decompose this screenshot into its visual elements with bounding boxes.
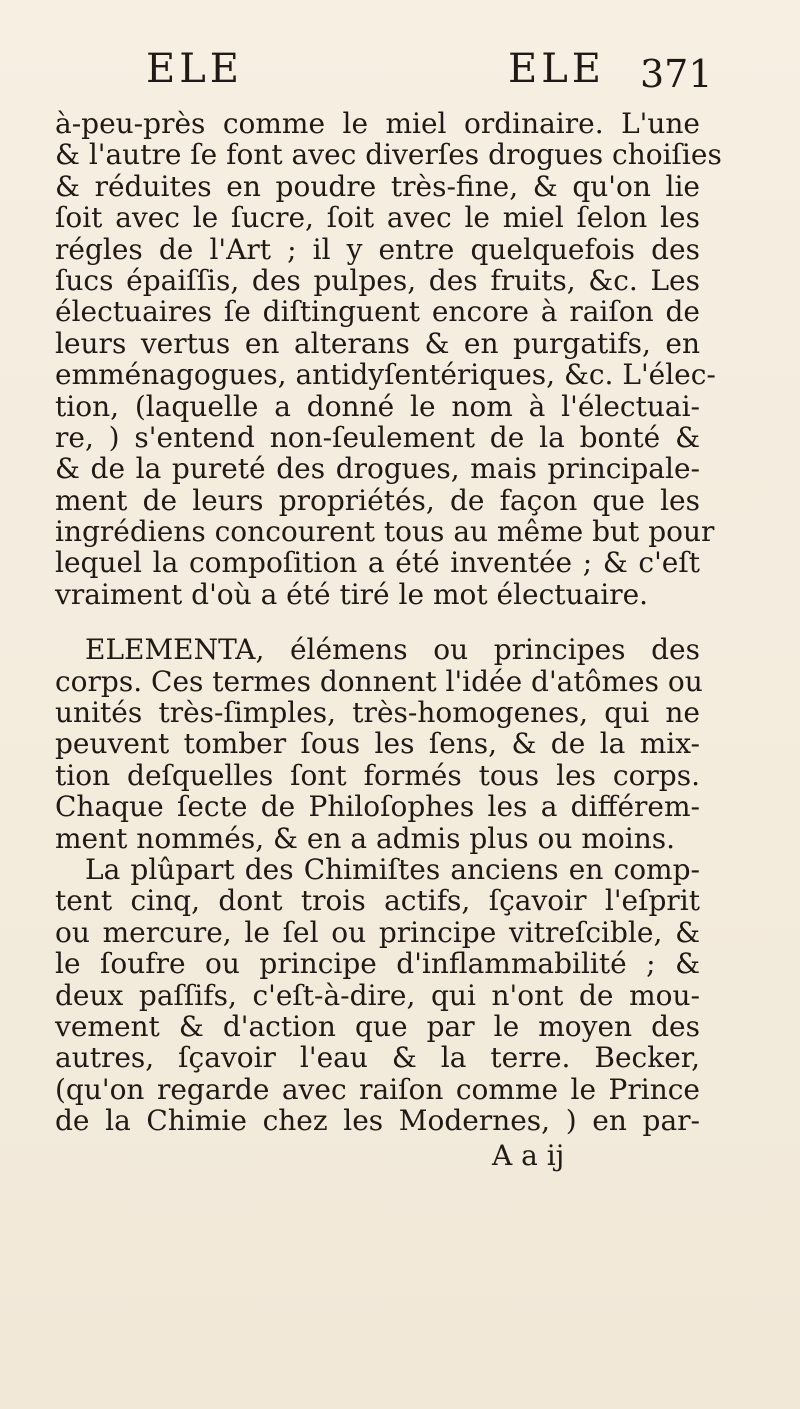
paragraph — [55, 107, 722, 611]
paragraph — [55, 633, 703, 855]
text-line: & l'autre ſe font avec diverſes drogues choiſies — [55, 138, 722, 172]
text-line: corps. Ces termes donnent l'idée d'atômes ou — [55, 664, 703, 698]
text-line: re, ) s'entend non-ſeulement de la bonté & — [55, 420, 700, 454]
text-line: Chaque ſecte de Philoſophes les a différem- — [55, 790, 700, 824]
text-line: lequel la compoſition a été inventée ; & c'eſt — [55, 546, 700, 580]
text-line: leurs vertus en alterans & en purgatifs, en — [55, 326, 700, 360]
text-line: emménagogues, antidyſentériques, &c. L'élec- — [55, 358, 716, 392]
paragraph-gap — [55, 610, 700, 634]
text-line: de la Chimie chez les Modernes, ) en par- — [55, 1104, 700, 1138]
text-line: ment nommés, & en a admis plus ou moins. — [55, 821, 675, 855]
text-line: ment de leurs propriétés, de façon que les — [55, 483, 700, 517]
text-line: & de la pureté des drogues, mais principale- — [55, 452, 700, 486]
text-line: ſucs épaiſſis, des pulpes, des fruits, &c. Les — [55, 263, 700, 297]
running-head-left: ELE — [146, 46, 243, 92]
text-line: La plûpart des Chimiſtes anciens en comp- — [85, 852, 700, 886]
text-line: tent cinq, dont trois actifs, ſçavoir l'eſprit — [55, 884, 700, 918]
text-line: ingrédiens concourent tous au même but pour — [55, 515, 715, 549]
text-line: ou mercure, le ſel ou principe vitreſcible, & — [55, 915, 700, 949]
text-line: ſoit avec le ſucre, ſoit avec le miel ſelon les — [55, 201, 700, 235]
running-head-right: ELE — [508, 46, 605, 92]
text-line: tion, (laquelle a donné le nom à l'électuai- — [55, 389, 700, 423]
text-line: autres, ſçavoir l'eau & la terre. Becker, — [55, 1041, 700, 1075]
signature-mark: A a ij — [492, 1139, 565, 1172]
text-line: (qu'on regarde avec raiſon comme le Prince — [55, 1072, 700, 1106]
page-number: 371 — [640, 52, 713, 96]
text-line: vement & d'action que par le moyen des — [55, 1009, 700, 1043]
running-head — [0, 40, 800, 100]
text-line: le ſoufre ou principe d'inflammabilité ; & — [55, 947, 700, 981]
text-line: & réduites en poudre très-fine, & qu'on lie — [55, 169, 700, 203]
text-line: deux paſſifs, c'eſt-à-dire, qui n'ont de mou- — [55, 978, 700, 1012]
body-text — [55, 107, 722, 1138]
text-line: ELEMENTA, élémens ou principes des — [85, 633, 700, 667]
text-line: unités très-ſimples, très-homogenes, qui ne — [55, 696, 700, 730]
text-line: régles de l'Art ; il y entre quelquefois des — [55, 232, 700, 266]
paragraph — [55, 854, 700, 1137]
text-line: peuvent tomber ſous les ſens, & de la mix- — [55, 727, 700, 761]
text-line: vraiment d'où a été tiré le mot électuaire. — [55, 577, 649, 611]
text-line: tion deſquelles ſont formés tous les corps. — [55, 758, 700, 792]
text-line: à-peu-près comme le miel ordinaire. L'une — [55, 107, 700, 140]
text-line: électuaires ſe diſtinguent encore à raiſon de — [55, 295, 700, 329]
